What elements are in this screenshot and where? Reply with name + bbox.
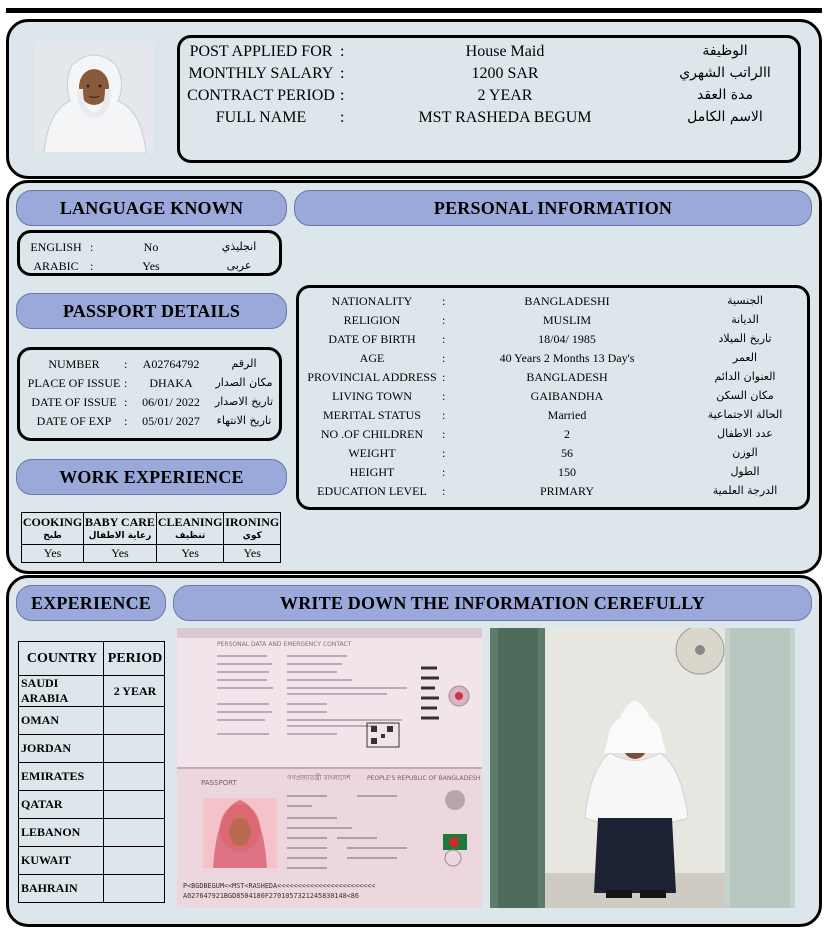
personal-colon: : <box>442 427 446 441</box>
language-value: Yes <box>142 259 160 273</box>
personal-arabic-label: الجنسية <box>727 294 763 307</box>
personal-colon: : <box>442 389 446 403</box>
table-row <box>19 707 165 735</box>
scan-top-title: PERSONAL DATA AND EMERGENCY CONTACT <box>217 641 352 648</box>
summary-value: House Maid <box>465 43 545 60</box>
scan-bottom-title: PEOPLE'S REPUBLIC OF BANGLADESH <box>367 775 481 782</box>
personal-label: DATE OF BIRTH <box>328 332 416 346</box>
skill-value: Yes <box>156 545 224 563</box>
passport-colon: : <box>124 376 128 390</box>
personal-colon: : <box>442 370 446 384</box>
top-rule <box>6 8 822 13</box>
work-experience-heading: WORK EXPERIENCE <box>16 459 287 495</box>
personal-label: RELIGION <box>343 313 401 327</box>
scan-mrz-line-2: A027647921BGD8504180F2701057321245830148<86 <box>183 892 359 900</box>
period-cell <box>104 875 165 903</box>
scan-mrz-line-1: P<BGDBEGUM<<MST<RASHEDA<<<<<<<<<<<<<<<<<<<<<<<< <box>183 882 376 890</box>
skill-arabic-name: طبخ <box>43 530 62 541</box>
personal-information-heading: PERSONAL INFORMATION <box>294 190 812 226</box>
personal-value: MUSLIM <box>542 313 591 327</box>
skill-header <box>224 513 281 545</box>
country-cell: QATAR <box>19 791 104 819</box>
skill-arabic-name: تنظيف <box>175 530 206 541</box>
passport-label: DATE OF ISSUE <box>31 395 117 409</box>
table-row <box>19 819 165 847</box>
personal-arabic-label: الديانة <box>731 313 759 326</box>
skill-name: IRONING <box>225 514 280 529</box>
passport-value: 05/01/ 2027 <box>142 414 200 428</box>
personal-arabic-label: العنوان الدائم <box>714 370 776 383</box>
language-colon: : <box>90 259 94 273</box>
table-row <box>19 791 165 819</box>
country-cell: OMAN <box>19 707 104 735</box>
personal-label: PROVINCIAL ADDRESS <box>307 370 437 384</box>
summary-arabic-label: الوظيفة <box>702 43 748 59</box>
language-colon: : <box>90 240 94 254</box>
passport-arabic-label: تاريخ الانتهاء <box>216 414 272 427</box>
personal-arabic-label: عدد الاطفال <box>717 427 773 440</box>
country-cell: JORDAN <box>19 735 104 763</box>
summary-colon: : <box>340 87 345 104</box>
period-cell <box>104 791 165 819</box>
summary-label: CONTRACT PERIOD <box>187 87 335 104</box>
personal-label: MERITAL STATUS <box>323 408 421 422</box>
passport-arabic-label: الرقم <box>231 357 257 370</box>
country-column-header: COUNTRY <box>19 642 104 676</box>
skill-value: Yes <box>224 545 281 563</box>
table-row <box>19 763 165 791</box>
passport-value: DHAKA <box>149 376 193 390</box>
personal-colon: : <box>442 465 446 479</box>
country-cell: KUWAIT <box>19 847 104 875</box>
language-arabic-label: انجليذي <box>221 240 257 253</box>
candidate-portrait <box>34 41 154 153</box>
language-value: No <box>143 240 159 254</box>
personal-label: LIVING TOWN <box>332 389 412 403</box>
personal-value: BANGLADESH <box>526 370 608 384</box>
personal-colon: : <box>442 351 446 365</box>
skill-arabic-name: كوي <box>242 530 262 541</box>
passport-label: DATE OF EXP <box>36 414 112 428</box>
personal-value: PRIMARY <box>539 484 595 498</box>
skill-arabic-name: رعاية الاطفال <box>88 530 152 541</box>
personal-label: NO .OF CHILDREN <box>320 427 424 441</box>
table-row <box>19 676 165 707</box>
period-cell <box>104 819 165 847</box>
summary-value: MST RASHEDA BEGUM <box>418 109 592 126</box>
skill-name: CLEANING <box>157 514 223 529</box>
personal-arabic-label: الطول <box>730 465 760 478</box>
personal-value: BANGLADESHI <box>524 294 610 308</box>
skill-value: Yes <box>22 545 84 563</box>
table-row <box>19 875 165 903</box>
personal-colon: : <box>442 332 446 346</box>
passport-value: A02764792 <box>142 357 200 371</box>
passport-label: NUMBER <box>48 357 100 371</box>
language-arabic-label: عربى <box>226 259 252 272</box>
language-label: ENGLISH <box>30 240 82 254</box>
passport-colon: : <box>124 357 128 371</box>
personal-label: EDUCATION LEVEL <box>317 484 427 498</box>
personal-label: AGE <box>359 351 385 365</box>
work-experience-table <box>21 512 281 563</box>
personal-value: 56 <box>561 446 573 460</box>
write-carefully-heading: WRITE DOWN THE INFORMATION CEREFULLY <box>173 585 812 621</box>
skill-header <box>22 513 84 545</box>
personal-value: 18/04/ 1985 <box>538 332 596 346</box>
scan-passport-word: PASSPORT <box>201 779 237 787</box>
personal-value: Married <box>547 408 587 422</box>
personal-value: 150 <box>558 465 576 479</box>
period-cell <box>104 707 165 735</box>
country-cell: EMIRATES <box>19 763 104 791</box>
skill-header <box>84 513 157 545</box>
passport-details-heading: PASSPORT DETAILS <box>16 293 287 329</box>
passport-arabic-label: تاريخ الاصدار <box>214 395 274 408</box>
personal-arabic-label: الوزن <box>732 446 758 459</box>
summary-colon: : <box>340 65 345 82</box>
personal-colon: : <box>442 408 446 422</box>
country-cell: SAUDI ARABIA <box>19 676 104 707</box>
personal-arabic-label: الدرجة العلمية <box>712 484 778 497</box>
summary-value: 1200 SAR <box>471 65 539 82</box>
passport-value: 06/01/ 2022 <box>142 395 200 409</box>
summary-arabic-label: مدة العقد <box>697 87 753 103</box>
summary-arabic-label: الاسم الكامل <box>687 109 763 125</box>
summary-label: FULL NAME <box>215 109 307 126</box>
passport-label: PLACE OF ISSUE <box>27 376 121 390</box>
personal-value: GAIBANDHA <box>530 389 604 403</box>
country-cell: LEBANON <box>19 819 104 847</box>
passport-arabic-label: مكان الصدار <box>215 376 273 389</box>
period-column-header: PERIOD <box>104 642 165 676</box>
personal-colon: : <box>442 313 446 327</box>
experience-heading: EXPERIENCE <box>16 585 166 621</box>
personal-label: WEIGHT <box>348 446 396 460</box>
personal-label: NATIONALITY <box>331 294 413 308</box>
personal-label: HEIGHT <box>349 465 395 479</box>
table-row <box>19 735 165 763</box>
passport-colon: : <box>124 395 128 409</box>
personal-colon: : <box>442 484 446 498</box>
skill-header <box>156 513 224 545</box>
personal-value: 2 <box>564 427 570 441</box>
country-experience-table <box>18 641 165 903</box>
period-cell <box>104 847 165 875</box>
scan-bottom-bangla: গণপ্রজাতন্ত্রী বাংলাদেশ <box>287 774 351 782</box>
skill-name: BABY CARE <box>85 514 155 529</box>
language-known-heading: LANGUAGE KNOWN <box>16 190 287 226</box>
personal-arabic-label: الحالة الاجتماعية <box>707 408 783 421</box>
table-row <box>19 847 165 875</box>
skill-name: COOKING <box>22 514 83 529</box>
summary-label: POST APPLIED FOR <box>189 43 333 60</box>
period-cell: 2 YEAR <box>104 676 165 707</box>
personal-colon: : <box>442 294 446 308</box>
personal-arabic-label: العمر <box>732 351 758 364</box>
personal-arabic-label: مكان السكن <box>716 389 774 402</box>
passport-colon: : <box>124 414 128 428</box>
personal-arabic-label: تاريخ الميلاد <box>718 332 772 345</box>
summary-label: MONTHLY SALARY <box>188 65 334 82</box>
full-body-photo <box>490 628 795 908</box>
summary-value: 2 YEAR <box>477 87 533 104</box>
summary-colon: : <box>340 109 345 126</box>
personal-value: 40 Years 2 Months 13 Day's <box>499 351 635 365</box>
personal-colon: : <box>442 446 446 460</box>
country-cell: BAHRAIN <box>19 875 104 903</box>
language-label: ARABIC <box>33 259 79 273</box>
skill-value: Yes <box>84 545 157 563</box>
summary-arabic-label: االراتب الشهري <box>679 65 771 81</box>
period-cell <box>104 735 165 763</box>
passport-scan-image <box>177 628 482 908</box>
summary-colon: : <box>340 43 345 60</box>
period-cell <box>104 763 165 791</box>
